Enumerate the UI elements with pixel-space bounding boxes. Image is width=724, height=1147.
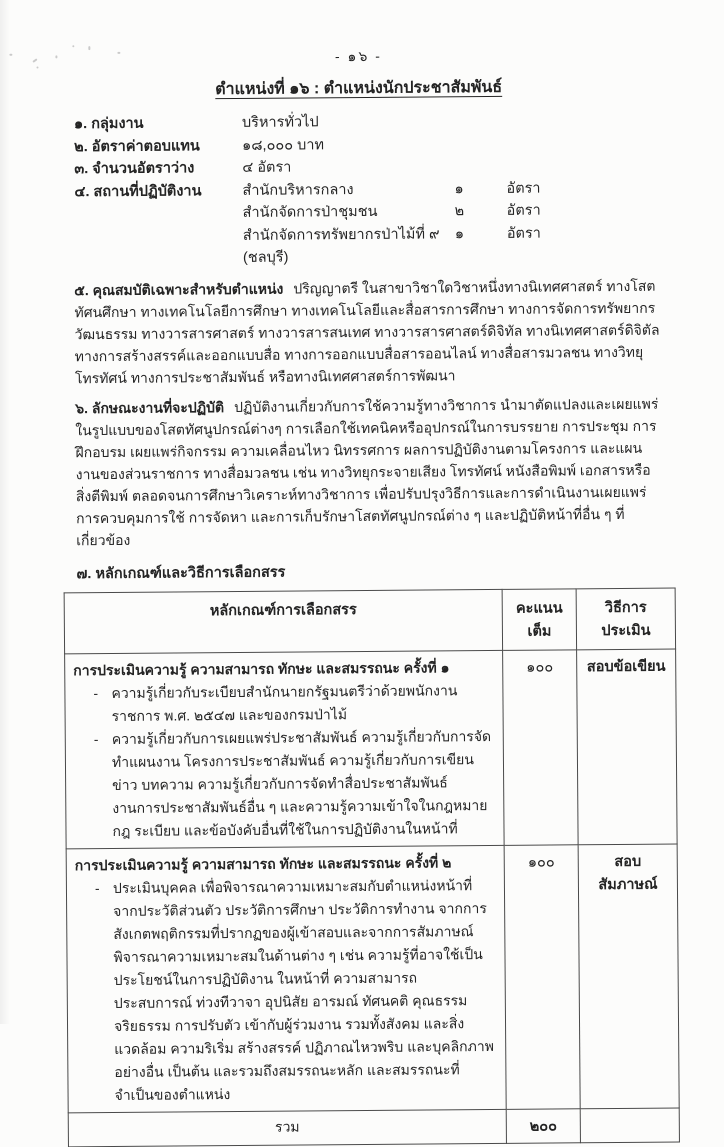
table-total-row bbox=[68, 1108, 679, 1147]
worksite-name: สำนักบริหารกลาง bbox=[242, 181, 354, 199]
criteria-bullet: - ประเมินบุคคล เพื่อพิจารณาความเหมาะสมกับตำแหน่งหน้าที่ จากประวัติส่วนตัว ประวัติการศึกษา ประวัติการทำงาน จากการสังเกตพฤติกรรมที่ปรากฏของผู้เข้าสอบและจากการสัมภาษณ์พิจารณาความเหมาะสมในด้านต่าง ๆ เช่น ความรู้ที่อาจใช้เป็นประโยชน์ในการปฏิบัติงาน ในหน้าที่ ความสามารถ ประสบการณ์ ท่วงทีวาจา อุปนิสัย อารมณ์ ทัศนคติ คุณธรรม จริยธรรม การปรับตัว เข้ากับผู้ร่วมงาน รวมทั้งสังคม และสิ่งแวดล้อม ความริเริ่ม สร้างสรรค์ ปฏิภาณไหวพริบ และบุคลิกภาพอย่างอื่น เป็นต้น และรวมถึงสมรรถนะหลัก และสมรรถนะที่จำเป็นของตำแหน่ง bbox=[75, 873, 498, 1106]
field-value: ๑๘,๐๐๐ บาท bbox=[242, 136, 325, 154]
section-qualifications bbox=[74, 274, 663, 389]
section-heading: ๖. ลักษณะงานที่จะปฏิบัติ bbox=[75, 398, 225, 416]
worksite-item bbox=[243, 199, 661, 225]
worksite-count: ๑ bbox=[454, 180, 464, 197]
assessment-title: การประเมินความรู้ ความสามารถ ทักษะ และสมรรถนะ ครั้งที่ ๒ bbox=[74, 853, 452, 873]
criteria-cell bbox=[66, 845, 506, 1112]
total-method-cell bbox=[580, 1108, 679, 1143]
score-cell: ๑๐๐ bbox=[504, 844, 580, 1109]
table-row bbox=[65, 649, 678, 849]
method-cell: สอบข้อเขียน bbox=[577, 649, 678, 845]
field-label: ๔. สถานที่ปฏิบัติงาน bbox=[74, 182, 202, 200]
section-body: ปริญญาตรี ในสาขาวิชาใดวิชาหนึ่งทางนิเทศศาสตร์ ทางโสตทัศนศึกษา ทางเทคโนโลยีการศึกษา ทางเทคโนโลยีและสื่อสารการศึกษา ทางการจัดการทรัพยากรวัฒนธรรม ทางวารสารศาสตร์ ทางวารสารสนเทศ ทางวารสารศาสตร์ดิจิทัล ทางนิเทศศาสตร์ดิจิตัล ทางการสร้างสรรค์และออกแบบสื่อ ทางการออกแบบสื่อสารออนไลน์ ทางสื่อสารมวลชน ทางวิทยุโทรทัศน์ ทางการประชาสัมพันธ์ หรือทางนิเทศศาสตร์การพัฒนา bbox=[74, 277, 660, 386]
score-cell: ๑๐๐ bbox=[503, 649, 579, 845]
criteria-cell bbox=[65, 650, 505, 848]
worksite-count: ๑ bbox=[454, 225, 465, 242]
col-header-full-score: คะแนนเต็ม bbox=[502, 588, 576, 650]
assessment-title: การประเมินความรู้ ความสามารถ ทักษะ และสมรรถนะ ครั้งที่ ๑ bbox=[73, 658, 450, 678]
field-value: ๔ อัตรา bbox=[242, 159, 292, 176]
worksite-name: สำนักจัดการทรัพยากรป่าไม้ที่ ๙ (ชลบุรี) bbox=[242, 225, 440, 266]
worksite-item bbox=[243, 221, 661, 269]
total-score-cell: ๒๐๐ bbox=[506, 1108, 580, 1143]
total-label-cell: รวม bbox=[68, 1109, 506, 1146]
page-title: ตำแหน่งที่ ๑๖ : ตำแหน่งนักประชาสัมพันธ์ bbox=[215, 78, 503, 99]
field-label: ๓. จำนวนอัตราว่าง bbox=[74, 160, 195, 178]
worksite-count: ๒ bbox=[454, 203, 465, 220]
worksite-unit: อัตรา bbox=[506, 180, 541, 197]
col-header-criteria: หลักเกณฑ์การเลือกสรร bbox=[64, 589, 502, 653]
table-header-row bbox=[64, 588, 675, 654]
section-duties bbox=[75, 392, 664, 551]
selection-criteria-table bbox=[64, 587, 680, 1147]
worksite-list bbox=[242, 176, 661, 269]
col-header-method: วิธีการประเมิน bbox=[576, 588, 675, 650]
worksite-unit: อัตรา bbox=[506, 202, 541, 219]
criteria-bullet: - ความรู้เกี่ยวกับระเบียบสำนักนายกรัฐมนตรีว่าด้วยพนักงานราชการ พ.ศ. ๒๕๔๗ และของกรมป่าไม้ bbox=[73, 678, 494, 727]
section-heading: ๕. คุณสมบัติเฉพาะสำหรับตำแหน่ง bbox=[74, 280, 284, 298]
field-value: บริหารทั่วไป bbox=[241, 114, 319, 131]
position-fields bbox=[74, 109, 661, 271]
section-body: ปฏิบัติงานเกี่ยวกับการใช้ความรู้ทางวิชาการ นำมาตัดแปลงและเผยแพร่ในรูปแบบของโสตทัศนูปกรณ์ต่างๆ การเลือกใช้เทคนิคหรืออุปกรณ์ในการบรรยาย การประชุม การฝึกอบรม เผยแพร่กิจกรรม ความเคลื่อนไหว นิทรรศการ ผลการปฏิบัติงานตามโครงการ และแผนงานของส่วนราชการ ทางสื่อมวลชน เช่น ทางวิทยุกระจายเสียง โทรทัศน์ หนังสือพิมพ์ เอกสารหรือสิ่งตีพิมพ์ ตลอดจนการศึกษาวิเคราะห์ทางวิชาการ เพื่อปรับปรุงวิธีการและการดำเนินงานเผยแพร่ การควบคุมการใช้ การจัดหา และการเก็บรักษาโสตทัศนูปกรณ์ต่าง ๆ และปฏิบัติหน้าที่อื่น ๆ ที่เกี่ยวข้อง bbox=[75, 395, 659, 548]
table-row bbox=[66, 844, 679, 1113]
field-label: ๑. กลุ่มงาน bbox=[73, 115, 144, 133]
criteria-bullet: - ความรู้เกี่ยวกับการเผยแพร่ประชาสัมพันธ์ ความรู้เกี่ยวกับการจัดทำแผนงาน โครงการประชาสัมพันธ์ ความรู้เกี่ยวกับการเขียนข่าว บทความ ความรู้เกี่ยวกับการจัดทำสื่อประชาสัมพันธ์ งานการประชาสัมพันธ์อื่น ๆ และความรู้ความเข้าใจในกฎหมาย กฎ ระเบียบ และข้อบังคับอื่นที่ใช้ในการปฏิบัติงานในหน้าที่ bbox=[74, 724, 496, 842]
field-worksites bbox=[74, 176, 661, 271]
field-label: ๒. อัตราค่าตอบแทน bbox=[74, 137, 200, 155]
method-cell: สอบสัมภาษณ์ bbox=[578, 844, 679, 1109]
worksite-item bbox=[242, 176, 660, 202]
worksite-unit: อัตรา bbox=[506, 225, 541, 242]
page-number: - ๑๖ - bbox=[334, 47, 382, 65]
worksite-name: สำนักจัดการป่าชุมชน bbox=[242, 203, 378, 221]
section-selection-criteria-heading: ๗. หลักเกณฑ์และวิธีการเลือกสรร bbox=[76, 564, 286, 582]
